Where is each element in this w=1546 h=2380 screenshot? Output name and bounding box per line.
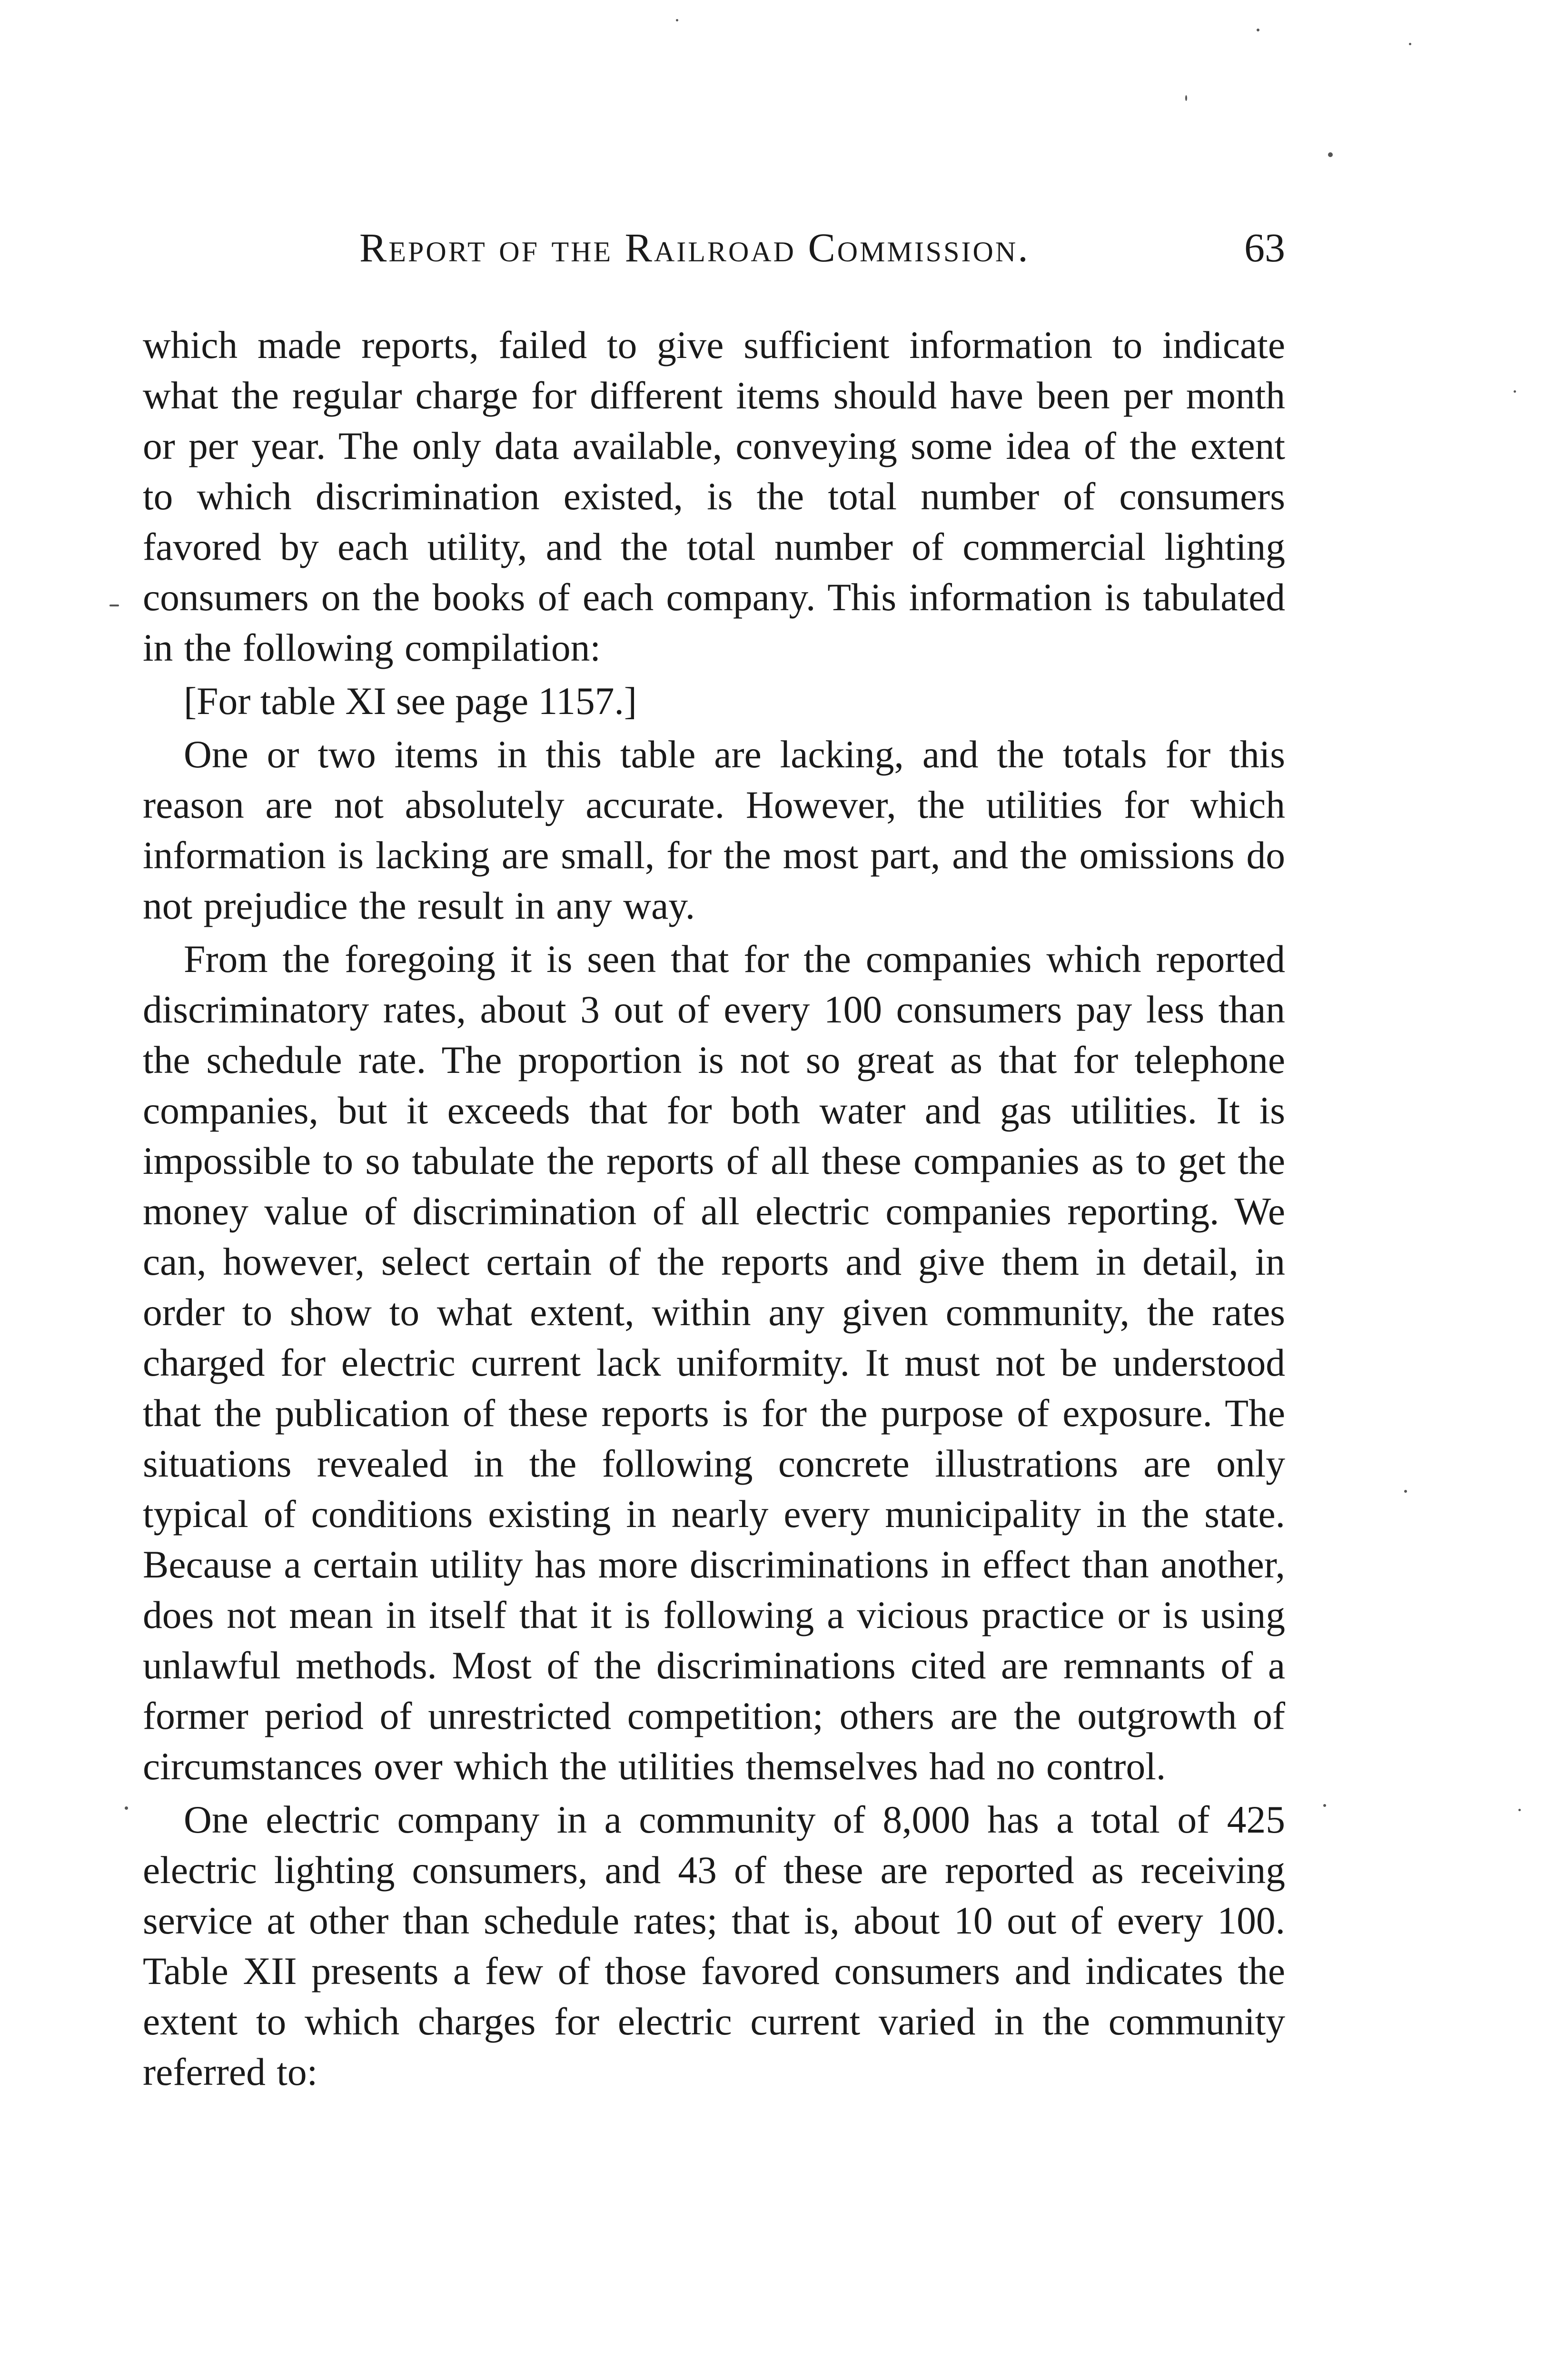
paragraph-continuation: which made reports, failed to give sufficient information to indicate what the regular charge for different items should have been per month or per year. The only data available, conveying some idea of the extent to which discrimination existed, is the total number of consumers favored by each utility, and the total number of commercial lighting consumers on the books of each company. This information is tabulated in the following compilation: [143,323,1285,669]
scan-speck [676,19,678,21]
paragraph-discrimination: From the foregoing it is seen that for the companies which reported discriminatory rates, about 3 out of every 100 consumers pay less than the schedule rate. The proportion is not so great as that for telephone companies, but it exceeds that for both water and gas utilities. It is impossible to so tabulate the reports of all these companies as to get the money value of discrimination of all electric companies reporting. We can, however, select certain of the reports and give them in detail, in order to show to what extent, within any given community, the rates charged for electric current lack uniformity. It must not be understood that the publication of these reports is for the purpose of exposure. The situations revealed in the following concrete illustrations are only typical of conditions existing in nearly every municipality in the state. Because a certain utility has more discriminations in effect than another, does not mean in itself that it is following a vicious practice or is using unlawful methods. Most of the discriminations cited are remnants of a former period of unrestricted competition; others are the outgrowth of circumstances over which the utilities themselves had no control. [143,937,1285,1788]
running-title: Report of the Railroad Commission. [359,225,1030,270]
scan-speck [1328,152,1333,157]
paragraph-omissions: One or two items in this table are lacking, and the totals for this reason are not absolutely accurate. However, the utilities for which information is lacking are small, for the most part, and the omissions do not prejudice the result in any way. [143,733,1285,927]
scan-speck [1185,95,1187,101]
scan-speck [1514,390,1516,393]
page-header [143,224,1285,290]
paragraph-electric-company: One electric company in a community of 8,000 has a total of 425 electric lighting consumers, and 43 of these are reported as receiving service at other than schedule rates; that is, about 10 out of every 100. Table XII presents a few of those favored consumers and indicates the extent to which charges for electric current varied in the community referred to: [143,1798,1285,2093]
table-reference-note: [For table XI see page 1157.] [184,679,637,723]
scan-speck [1257,29,1259,31]
scan-speck [1409,43,1411,45]
page-number: 63 [1244,225,1285,270]
scan-speck [1518,1809,1521,1811]
scan-speck [1404,1490,1407,1493]
scan-speck [1323,1804,1326,1807]
scan-speck [109,605,119,606]
body-text [143,320,1285,2100]
scan-speck [125,1806,128,1810]
